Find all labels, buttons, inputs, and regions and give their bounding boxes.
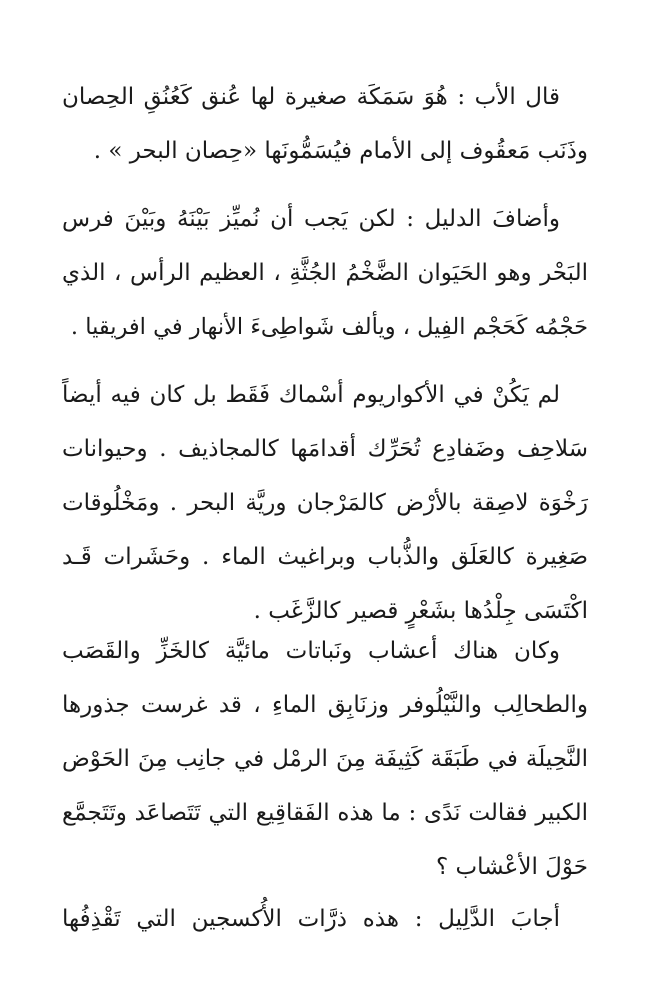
text-line: حَوْلَ الأعْشاب ؟ <box>435 854 588 880</box>
text-line: الكبير فقالت نَدًى : ما هذه الفَقاقِيع التي تَتَصاعَد وتَتَجمَّع <box>62 800 588 826</box>
paragraph-father-seahorse <box>62 70 588 178</box>
paragraph-aquarium-creatures <box>62 368 588 638</box>
paragraph-guide-hippo <box>62 192 588 354</box>
text-line: وكان هناك أعشاب ونَباتات مائيَّة كالخَزِّ والقَصَب <box>62 638 560 664</box>
paragraph-plants-bubbles <box>62 624 588 894</box>
text-line: النَّحِيلَة في طَبَقَة كَثِيفَة مِنَ الرمْل في جانِب مِنَ الحَوْض <box>62 746 588 772</box>
paragraph-guide-oxygen <box>62 892 588 946</box>
text-line: لم يَكُنْ في الأكواريوم أسْماك فَقَط بل كان فيه أيضاً <box>62 382 560 408</box>
text-line: رَخْوَة لاصِقة بالأرْض كالمَرْجان وريَّة البحر . ومَخْلُوقات <box>62 490 588 516</box>
text-line: والطحالِب والنَّيْلُوفر وزنَابِق الماءِ ، قد غرست جذورها <box>62 692 588 718</box>
text-line: وأضافَ الدليل : لكن يَجب أن نُميِّز بَيْنَهُ وبَيْنَ فرس <box>62 206 560 232</box>
text-line: قال الأب : هُوَ سَمَكَة صغيرة لها عُنق كَعُنُقِ الحِصان <box>62 84 560 110</box>
text-line: وذَنَب مَعقُوف إلى الأمام فيُسَمُّونَها «حِصان البحر » . <box>93 138 588 164</box>
text-line: أجابَ الدَّلِيل : هذه ذرَّات الأُكسجين التي تَقْذِفُها <box>62 906 560 932</box>
text-line: صَغِيرة كالعَلَق والذُّباب وبراغيث الماء . وحَشَرات قَـد <box>62 544 588 570</box>
text-line: البَحْر وهو الحَيَوان الضَّخْمُ الجُثَّةِ ، العظيم الرأس ، الذي <box>62 260 588 286</box>
text-line: حَجْمُه كَحَجْم الفِيل ، ويألف شَواطِىءَ الأنهار في افريقيا . <box>70 314 588 340</box>
text-line: سَلاحِف وضَفادِع تُحَرِّك أقدامَها كالمجاذيف . وحيوانات <box>62 436 588 462</box>
text-line: اكْتَسَى جِلْدُها بشَعْرٍ قصير كالزَّغَب . <box>253 598 588 624</box>
